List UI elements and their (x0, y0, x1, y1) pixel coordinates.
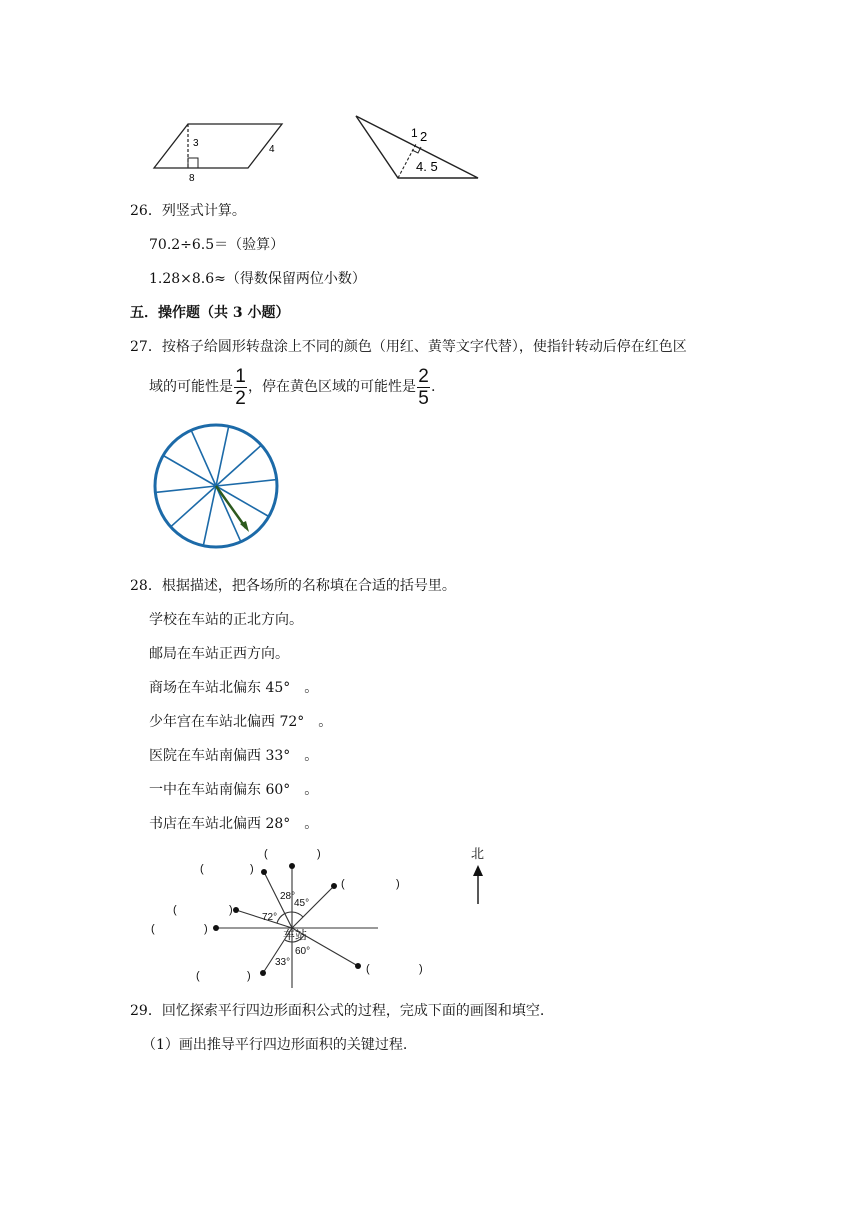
q28-title: 28．根据描述，把各场所的名称填在合适的括号里。 (130, 578, 456, 594)
q27-line1: 27．按格子给圆形转盘涂上不同的颜色（用红、黄等文字代替），使指针转动后停在红色区 (130, 339, 687, 355)
q28-line-middle-school: 一中在车站南偏东 60° 。 (149, 782, 319, 798)
q28-line-post-office: 邮局在车站正西方向。 (149, 646, 289, 662)
blank-bookstore-close: ) (250, 863, 254, 875)
spinner-divider-9 (163, 456, 216, 487)
blank-hospital-open: ( (196, 970, 200, 982)
parallelogram-base-label: 8 (189, 173, 195, 184)
point-bookstore (261, 869, 267, 875)
parallelogram-height-label: 3 (193, 138, 199, 149)
blank-mall-close: ) (396, 878, 400, 890)
section5-title: 五．操作题（共 3 小题） (130, 305, 290, 321)
point-post-office (213, 925, 219, 931)
q28-line-hospital: 医院在车站南偏西 33° 。 (149, 748, 319, 764)
q26-line2: 1.28×8.6≈（得数保留两位小数） (149, 271, 366, 287)
blank-bookstore-open: ( (200, 863, 204, 875)
q28-line-bookstore: 书店在车站北偏西 28° 。 (149, 816, 319, 832)
spinner-divider-4 (216, 486, 269, 517)
spinner-pointer (216, 486, 246, 528)
spinner-divider-10 (191, 430, 216, 486)
north-arrow-icon (473, 865, 483, 876)
blank-youth-palace-close: ) (229, 904, 233, 916)
blank-post-office-open: ( (151, 923, 155, 935)
triangle-top-label: 1 (411, 126, 418, 140)
q27-line2-c: . (431, 379, 436, 395)
triangle-figure (350, 112, 485, 184)
parallelogram-side-label: 4 (269, 144, 275, 155)
station-label: 车站 (283, 928, 308, 942)
point-mall (331, 883, 337, 889)
angle-label-72: 72° (262, 912, 278, 923)
fraction-two-fifths (417, 367, 430, 408)
spinner-divider-8 (155, 486, 216, 492)
parallelogram-figure (148, 118, 288, 188)
spinner-wheel (150, 418, 286, 554)
angle-label-60: 60° (295, 946, 311, 957)
blank-hospital-close: ) (247, 970, 251, 982)
q29-title: 29．回忆探索平行四边形面积公式的过程，完成下面的画图和填空. (130, 1003, 545, 1019)
q29-sub1: （1）画出推导平行四边形面积的关键过程. (142, 1037, 408, 1053)
point-youth-palace (233, 907, 239, 913)
q27-line2-b: ，停在黄色区域的可能性是 (248, 379, 416, 395)
blank-mall-open: ( (341, 878, 345, 890)
frac1-num: 1 (235, 365, 246, 387)
blank-middle-school-close: ) (419, 963, 423, 975)
triangle-side-label: 2 (420, 129, 428, 144)
q28-line-youth-palace: 少年宫在车站北偏西 72° 。 (149, 714, 333, 730)
fraction-one-half (234, 367, 247, 408)
q27-line2-a: 域的可能性是 (149, 379, 233, 395)
point-middle-school (355, 963, 361, 969)
frac2-num: 2 (418, 365, 429, 387)
blank-middle-school-open: ( (366, 963, 370, 975)
spinner-divider-3 (216, 480, 277, 486)
angle-label-28: 28° (280, 891, 296, 902)
q26-line1: 70.2÷6.5＝（验算） (149, 237, 285, 253)
triangle-base-label: 4. 5 (416, 159, 438, 174)
point-school (289, 863, 295, 869)
angle-label-33: 33° (275, 957, 291, 968)
q28-line-mall: 商场在车站北偏东 45° 。 (149, 680, 319, 696)
north-label: 北 (471, 847, 485, 862)
q26-title: 26．列竖式计算。 (130, 203, 246, 219)
direction-diagram (140, 842, 500, 990)
blank-youth-palace-open: ( (173, 904, 177, 916)
angle-label-45: 45° (294, 898, 310, 909)
frac2-den: 5 (418, 387, 429, 409)
blank-post-office-close: ) (204, 923, 208, 935)
blank-school-close: ) (317, 848, 321, 860)
blank-school-open: ( (264, 848, 268, 860)
q27-line2 (149, 366, 435, 408)
point-hospital (260, 970, 266, 976)
q28-line-school: 学校在车站的正北方向。 (149, 612, 303, 628)
frac1-den: 2 (235, 387, 246, 409)
